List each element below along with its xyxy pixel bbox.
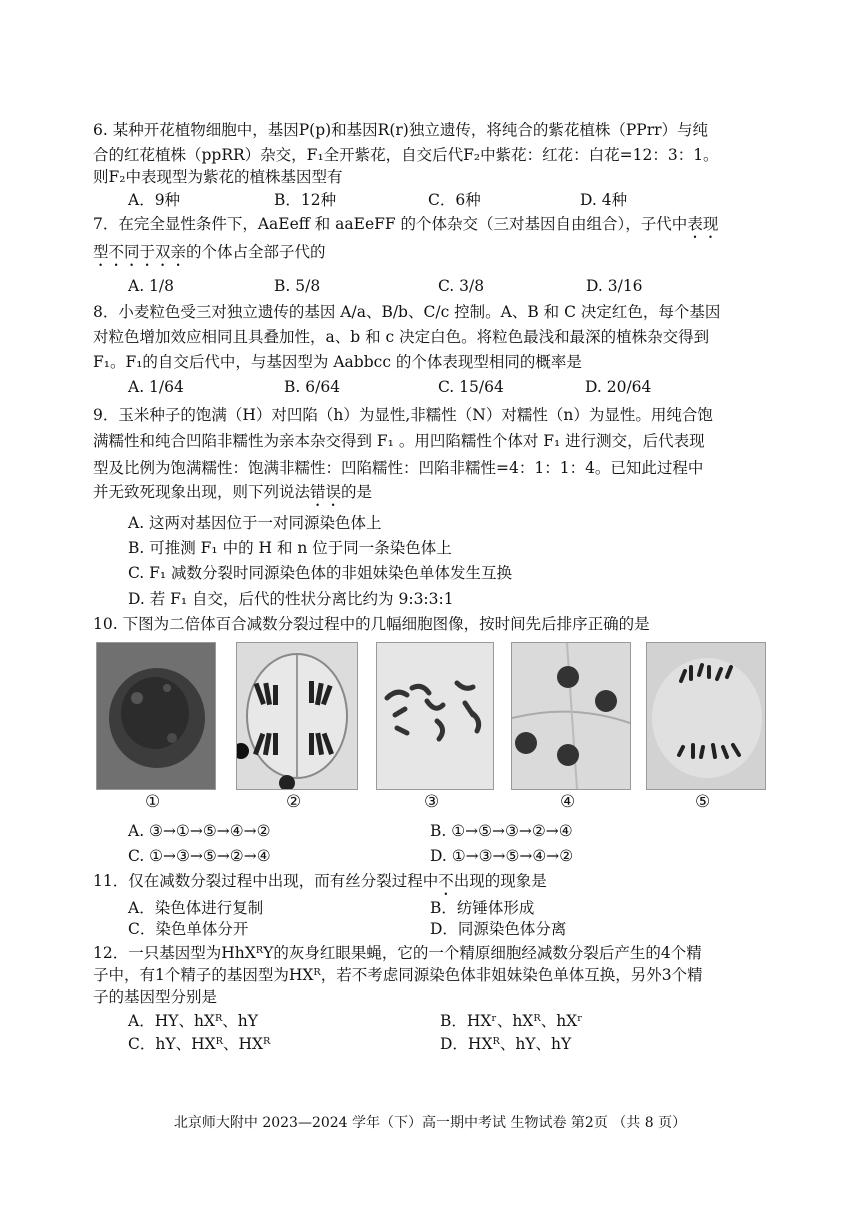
q9-option-b: B. 可推测 F₁ 中的 H 和 n 位于同一条染色体上	[128, 539, 452, 557]
q12-line-3: 子的基因型分别是	[93, 988, 218, 1006]
q10-line-1: 10. 下图为二倍体百合减数分裂过程中的几幅细胞图像，按时间先后排序正确的是	[93, 615, 650, 633]
q11-emphasis: 不	[438, 872, 454, 890]
q7-line-2	[93, 242, 326, 270]
q11-option-b: B．纺锤体形成	[430, 899, 535, 917]
q10-option-b: B. ①→⑤→③→②→④	[430, 822, 573, 840]
q7-option-d: D. 3/16	[586, 277, 643, 295]
caption-4: ④	[560, 792, 576, 812]
caption-1: ①	[145, 792, 161, 812]
q11-option-a: A．染色体进行复制	[128, 899, 264, 917]
q9-line-1: 9．玉米种子的饱满（H）对凹陷（h）为显性,非糯性（N）对糯性（n）为显性。用纯合饱	[93, 406, 713, 424]
q11-line-1-end: 出现的现象是	[453, 872, 547, 890]
q7-line-2-text: 的个体占全部子代的	[186, 243, 326, 261]
q7-emphasis-1: 表现	[687, 215, 719, 233]
caption-5: ⑤	[695, 792, 711, 812]
micrograph-4	[511, 642, 631, 790]
q10-option-d: D. ①→③→⑤→④→②	[430, 847, 574, 865]
q6-option-a: A．9种	[128, 191, 181, 209]
caption-3: ③	[424, 792, 440, 812]
q11-option-c: C．染色单体分开	[128, 920, 249, 938]
q8-line-2: 对粒色增加效应相同且具叠加性，a、b 和 c 决定白色。将粒色最浅和最深的植株杂交得到	[93, 328, 710, 346]
q9-option-c: C. F₁ 减数分裂时同源染色体的非姐妹染色单体发生互换	[128, 564, 513, 582]
q6-option-c: C．6种	[428, 191, 481, 209]
q12-line-1: 12．一只基因型为HhXᴿY的灰身红眼果蝇，它的一个精原细胞经减数分裂后产生的4个精	[93, 944, 702, 962]
q10-option-c: C. ①→③→⑤→②→④	[128, 847, 271, 865]
q12-line-2: 子中，有1个精子的基因型为HXᴿ，若不考虑同源染色体非姐妹染色单体互换，另外3个精	[93, 966, 703, 984]
q12-option-d: D．HXᴿ、hY、hY	[440, 1035, 572, 1053]
q7-option-b: B. 5/8	[274, 277, 321, 295]
micrograph-3	[376, 642, 494, 790]
q8-option-a: A. 1/64	[128, 378, 184, 396]
q12-option-c: C．hY、HXᴿ、HXᴿ	[128, 1035, 271, 1053]
q7-option-c: C. 3/8	[438, 277, 485, 295]
q6-line-3: 则F₂中表现型为紫花的植株基因型有	[93, 168, 343, 186]
micrograph-2	[236, 642, 358, 790]
q9-line-4	[93, 482, 372, 510]
q6-line-2: 合的红花植株（ppRR）杂交，F₁全开紫花，自交后代F₂中紫花：红花：白花=12：3：1。	[93, 146, 719, 164]
page-footer: 北京师大附中 2023—2024 学年（下）高一期中考试 生物试卷 第2页 （共 8 页）	[173, 1115, 687, 1131]
q6-line-1: 6. 某种开花植物细胞中，基因P(p)和基因R(r)独立遗传，将纯合的紫花植株（PPrr）与纯	[93, 121, 709, 139]
micrograph-1	[96, 642, 216, 790]
q9-line-4-text: 并无致死现象出现，则下列说法	[93, 483, 311, 501]
q7-option-a: A. 1/8	[128, 277, 174, 295]
q9-line-3: 型及比例为饱满糯性：饱满非糯性：凹陷糯性：凹陷非糯性=4：1：1：4。已知此过程中	[93, 459, 704, 477]
caption-2: ②	[286, 792, 302, 812]
q12-option-b: B．HXʳ、hXᴿ、hXʳ	[440, 1012, 583, 1030]
q7-emphasis-2: 型不同于双亲	[93, 243, 187, 261]
q8-line-3: F₁。F₁的自交后代中，与基因型为 Aabbcc 的个体表现型相同的概率是	[93, 353, 582, 371]
q9-option-a: A. 这两对基因位于一对同源染色体上	[128, 514, 382, 532]
q9-option-d: D. 若 F₁ 自交，后代的性状分离比约为 9:3:3:1	[128, 590, 454, 608]
q8-option-c: C. 15/64	[438, 378, 504, 396]
micrograph-5	[646, 642, 766, 790]
q12-option-a: A．HY、hXᴿ、hY	[128, 1012, 259, 1030]
q10-option-a: A. ③→①→⑤→④→②	[128, 822, 271, 840]
q9-line-4-end: 的是	[341, 483, 373, 501]
q6-option-d: D. 4种	[580, 191, 628, 209]
q8-option-b: B. 6/64	[284, 378, 341, 396]
q11-option-d: D．同源染色体分离	[430, 920, 567, 938]
q11-line-1	[93, 871, 547, 899]
q11-line-1-text: 11．仅在减数分裂过程中出现，而有丝分裂过程中	[93, 872, 439, 890]
q9-line-2: 满糯性和纯合凹陷非糯性为亲本杂交得到 F₁ 。用凹陷糯性个体对 F₁ 进行测交，后代表现	[93, 432, 705, 450]
q7-line-1	[93, 214, 718, 242]
q8-line-1: 8．小麦粒色受三对独立遗传的基因 A/a、B/b、C/c 控制。A、B 和 C 决定红色，每个基因	[93, 303, 721, 321]
q7-line-1-text: 7．在完全显性条件下，AaEeff 和 aaEeFF 的个体杂交（三对基因自由组合），子代中	[93, 215, 688, 233]
q8-option-d: D. 20/64	[585, 378, 652, 396]
q6-option-b: B．12种	[274, 191, 337, 209]
q9-emphasis: 错误	[310, 483, 342, 501]
